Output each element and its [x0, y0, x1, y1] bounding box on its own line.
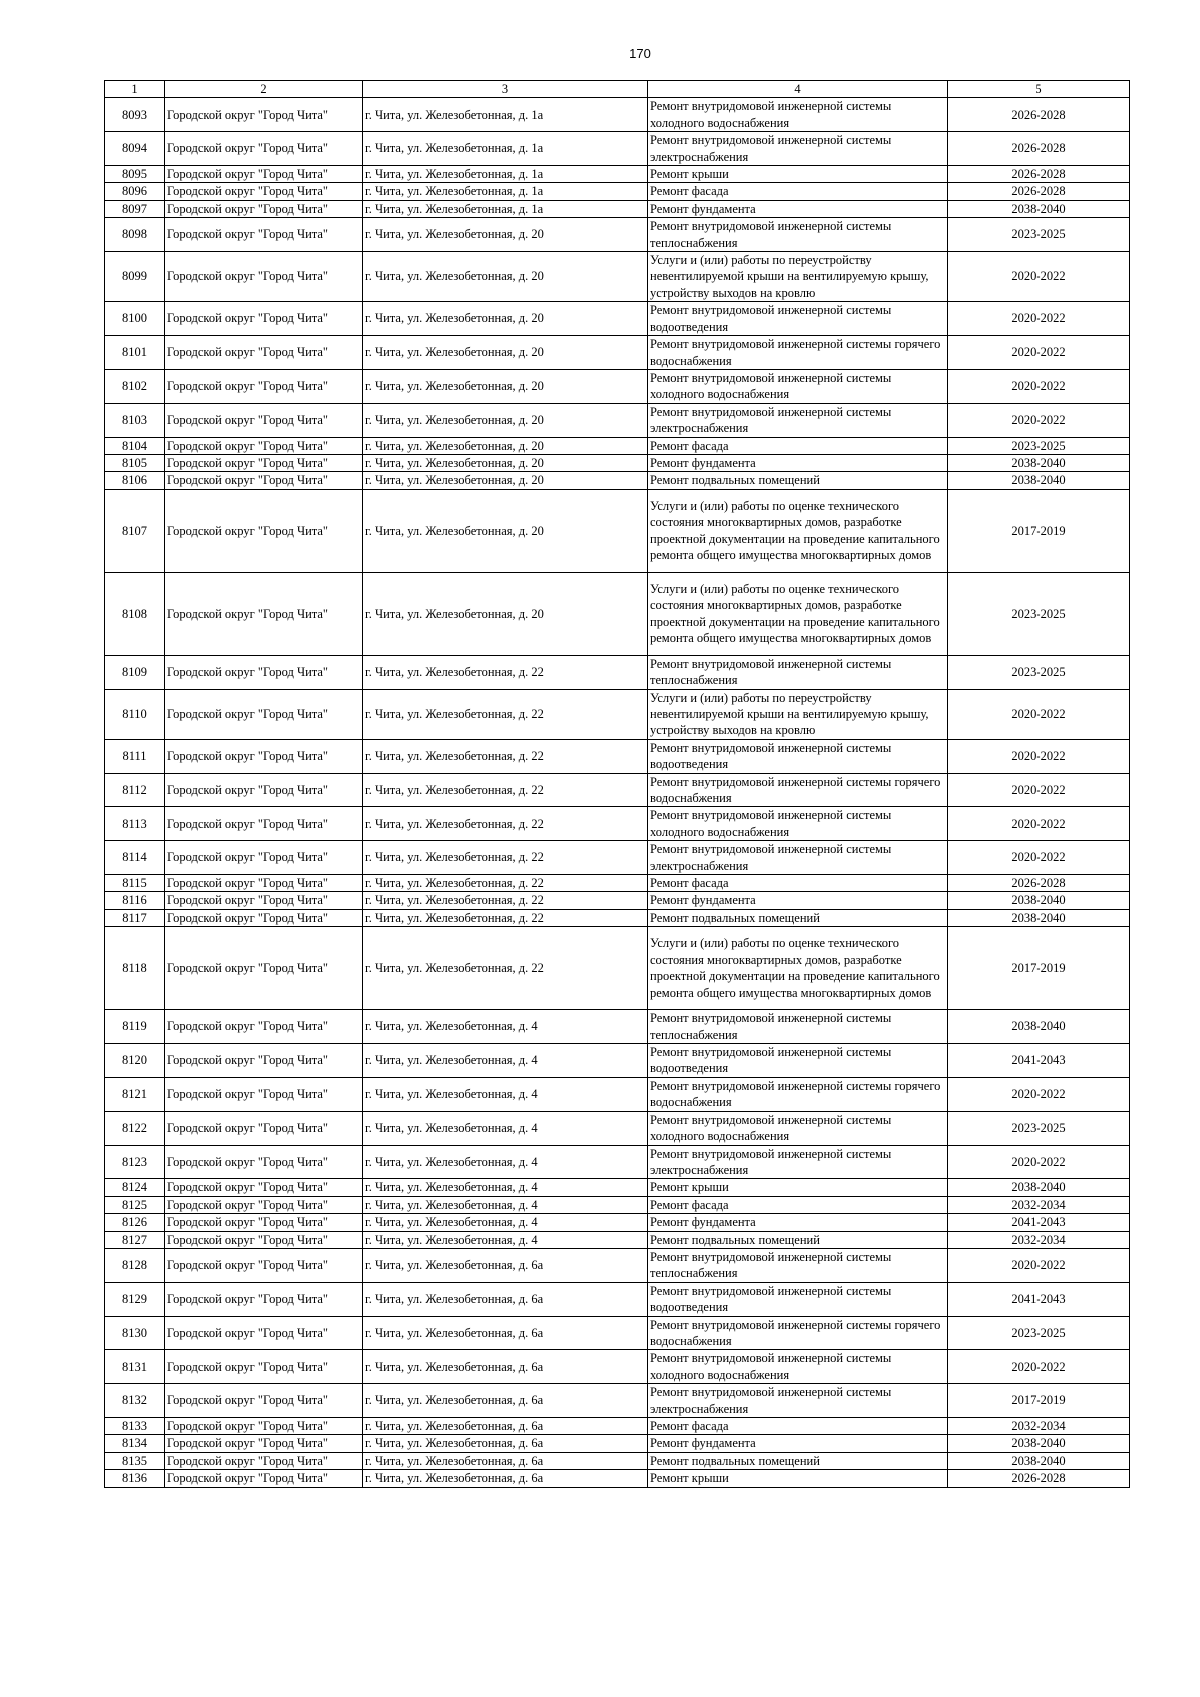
period-cell: 2041-2043: [948, 1044, 1130, 1078]
district-cell: Городской округ "Город Чита": [165, 655, 363, 689]
district-cell: Городской округ "Город Чита": [165, 183, 363, 200]
work-type-cell: Ремонт фасада: [648, 1418, 948, 1435]
district-cell: Городской округ "Город Чита": [165, 892, 363, 909]
period-cell: 2023-2025: [948, 1111, 1130, 1145]
period-cell: 2041-2043: [948, 1214, 1130, 1231]
work-type-cell: Ремонт фасада: [648, 437, 948, 454]
work-type-cell: Ремонт внутридомовой инженерной системы водоотведения: [648, 739, 948, 773]
table-row: [105, 1418, 1130, 1435]
table-row: [105, 841, 1130, 875]
work-type-cell: Ремонт подвальных помещений: [648, 472, 948, 489]
address-cell: г. Чита, ул. Железобетонная, д. 1а: [363, 132, 648, 166]
district-cell: Городской округ "Город Чита": [165, 1282, 363, 1316]
work-type-cell: Ремонт фасада: [648, 1196, 948, 1213]
work-type-cell: Ремонт крыши: [648, 1470, 948, 1487]
district-cell: Городской округ "Город Чита": [165, 1418, 363, 1435]
row-number-cell: 8105: [105, 454, 165, 471]
table-row: [105, 1452, 1130, 1469]
table-row: [105, 807, 1130, 841]
address-cell: г. Чита, ул. Железобетонная, д. 22: [363, 807, 648, 841]
work-type-cell: Ремонт внутридомовой инженерной системы водоотведения: [648, 1282, 948, 1316]
row-number-cell: 8100: [105, 302, 165, 336]
work-type-cell: Ремонт внутридомовой инженерной системы теплоснабжения: [648, 1010, 948, 1044]
district-cell: Городской округ "Город Чита": [165, 1452, 363, 1469]
row-number-cell: 8116: [105, 892, 165, 909]
address-cell: г. Чита, ул. Железобетонная, д. 4: [363, 1077, 648, 1111]
table-row: [105, 1179, 1130, 1196]
column-header-2: 2: [165, 81, 363, 98]
period-cell: 2020-2022: [948, 403, 1130, 437]
period-cell: 2020-2022: [948, 739, 1130, 773]
row-number-cell: 8095: [105, 166, 165, 183]
row-number-cell: 8108: [105, 572, 165, 655]
district-cell: Городской округ "Город Чита": [165, 200, 363, 217]
row-number-cell: 8112: [105, 773, 165, 807]
period-cell: 2023-2025: [948, 655, 1130, 689]
district-cell: Городской округ "Город Чита": [165, 369, 363, 403]
address-cell: г. Чита, ул. Железобетонная, д. 22: [363, 909, 648, 926]
table-row: [105, 336, 1130, 370]
table-row: [105, 1435, 1130, 1452]
work-type-cell: Ремонт внутридомовой инженерной системы водоотведения: [648, 302, 948, 336]
district-cell: Городской округ "Город Чита": [165, 927, 363, 1010]
address-cell: г. Чита, ул. Железобетонная, д. 6а: [363, 1452, 648, 1469]
district-cell: Городской округ "Город Чита": [165, 909, 363, 926]
period-cell: 2020-2022: [948, 302, 1130, 336]
work-type-cell: Услуги и (или) работы по оценке технического состояния многоквартирных домов, разработке проектной документации на проведение капитального ремонта общего имущества многоквартирных домов: [648, 927, 948, 1010]
period-cell: 2020-2022: [948, 1145, 1130, 1179]
district-cell: Городской округ "Город Чита": [165, 572, 363, 655]
table-row: [105, 218, 1130, 252]
period-cell: 2038-2040: [948, 909, 1130, 926]
row-number-cell: 8132: [105, 1384, 165, 1418]
work-type-cell: Ремонт внутридомовой инженерной системы электроснабжения: [648, 1384, 948, 1418]
row-number-cell: 8135: [105, 1452, 165, 1469]
table-row: [105, 200, 1130, 217]
table-row: [105, 1111, 1130, 1145]
table-row: [105, 1044, 1130, 1078]
table-row: [105, 1145, 1130, 1179]
table-row: [105, 166, 1130, 183]
district-cell: Городской округ "Город Чита": [165, 1044, 363, 1078]
district-cell: Городской округ "Город Чита": [165, 454, 363, 471]
row-number-cell: 8130: [105, 1316, 165, 1350]
district-cell: Городской округ "Город Чита": [165, 1316, 363, 1350]
work-type-cell: Ремонт внутридомовой инженерной системы холодного водоснабжения: [648, 98, 948, 132]
work-type-cell: Ремонт внутридомовой инженерной системы холодного водоснабжения: [648, 369, 948, 403]
period-cell: 2032-2034: [948, 1231, 1130, 1248]
row-number-cell: 8129: [105, 1282, 165, 1316]
address-cell: г. Чита, ул. Железобетонная, д. 6а: [363, 1350, 648, 1384]
work-type-cell: Ремонт фундамента: [648, 454, 948, 471]
district-cell: Городской округ "Город Чита": [165, 875, 363, 892]
work-type-cell: Ремонт фундамента: [648, 1214, 948, 1231]
table-row: [105, 909, 1130, 926]
work-type-cell: Услуги и (или) работы по переустройству невентилируемой крыши на вентилируемую крышу, устройству выходов на кровлю: [648, 689, 948, 739]
work-type-cell: Ремонт фасада: [648, 183, 948, 200]
row-number-cell: 8134: [105, 1435, 165, 1452]
row-number-cell: 8133: [105, 1418, 165, 1435]
district-cell: Городской округ "Город Чита": [165, 1077, 363, 1111]
row-number-cell: 8128: [105, 1248, 165, 1282]
table-row: [105, 1231, 1130, 1248]
district-cell: Городской округ "Город Чита": [165, 1196, 363, 1213]
address-cell: г. Чита, ул. Железобетонная, д. 4: [363, 1231, 648, 1248]
table-row: [105, 892, 1130, 909]
table-row: [105, 472, 1130, 489]
address-cell: г. Чита, ул. Железобетонная, д. 20: [363, 336, 648, 370]
district-cell: Городской округ "Город Чита": [165, 1435, 363, 1452]
row-number-cell: 8102: [105, 369, 165, 403]
address-cell: г. Чита, ул. Железобетонная, д. 22: [363, 927, 648, 1010]
period-cell: 2023-2025: [948, 437, 1130, 454]
column-header-5: 5: [948, 81, 1130, 98]
period-cell: 2020-2022: [948, 807, 1130, 841]
table-row: [105, 252, 1130, 302]
address-cell: г. Чита, ул. Железобетонная, д. 4: [363, 1179, 648, 1196]
row-number-cell: 8107: [105, 489, 165, 572]
address-cell: г. Чита, ул. Железобетонная, д. 1а: [363, 200, 648, 217]
period-cell: 2017-2019: [948, 1384, 1130, 1418]
period-cell: 2038-2040: [948, 1179, 1130, 1196]
table-row: [105, 927, 1130, 1010]
address-cell: г. Чита, ул. Железобетонная, д. 1а: [363, 166, 648, 183]
period-cell: 2026-2028: [948, 875, 1130, 892]
table-row: [105, 1384, 1130, 1418]
work-type-cell: Ремонт фундамента: [648, 1435, 948, 1452]
row-number-cell: 8098: [105, 218, 165, 252]
row-number-cell: 8103: [105, 403, 165, 437]
row-number-cell: 8136: [105, 1470, 165, 1487]
work-type-cell: Услуги и (или) работы по переустройству невентилируемой крыши на вентилируемую крышу, устройству выходов на кровлю: [648, 252, 948, 302]
table-row: [105, 454, 1130, 471]
period-cell: 2017-2019: [948, 927, 1130, 1010]
row-number-cell: 8099: [105, 252, 165, 302]
period-cell: 2026-2028: [948, 183, 1130, 200]
work-type-cell: Ремонт внутридомовой инженерной системы горячего водоснабжения: [648, 1316, 948, 1350]
period-cell: 2020-2022: [948, 1248, 1130, 1282]
address-cell: г. Чита, ул. Железобетонная, д. 6а: [363, 1470, 648, 1487]
table-row: [105, 1350, 1130, 1384]
work-type-cell: Ремонт фундамента: [648, 892, 948, 909]
district-cell: Городской округ "Город Чита": [165, 336, 363, 370]
work-type-cell: Ремонт внутридомовой инженерной системы горячего водоснабжения: [648, 336, 948, 370]
row-number-cell: 8117: [105, 909, 165, 926]
work-type-cell: Ремонт внутридомовой инженерной системы электроснабжения: [648, 403, 948, 437]
address-cell: г. Чита, ул. Железобетонная, д. 20: [363, 403, 648, 437]
address-cell: г. Чита, ул. Железобетонная, д. 4: [363, 1145, 648, 1179]
address-cell: г. Чита, ул. Железобетонная, д. 6а: [363, 1384, 648, 1418]
table-row: [105, 437, 1130, 454]
work-type-cell: Ремонт подвальных помещений: [648, 909, 948, 926]
column-header-4: 4: [648, 81, 948, 98]
address-cell: г. Чита, ул. Железобетонная, д. 1а: [363, 183, 648, 200]
address-cell: г. Чита, ул. Железобетонная, д. 20: [363, 489, 648, 572]
address-cell: г. Чита, ул. Железобетонная, д. 22: [363, 892, 648, 909]
table-row: [105, 1316, 1130, 1350]
address-cell: г. Чита, ул. Железобетонная, д. 22: [363, 841, 648, 875]
period-cell: 2023-2025: [948, 1316, 1130, 1350]
district-cell: Городской округ "Город Чита": [165, 1470, 363, 1487]
work-type-cell: Ремонт фундамента: [648, 200, 948, 217]
work-type-cell: Ремонт внутридомовой инженерной системы электроснабжения: [648, 841, 948, 875]
work-type-cell: Ремонт внутридомовой инженерной системы теплоснабжения: [648, 1248, 948, 1282]
address-cell: г. Чита, ул. Железобетонная, д. 4: [363, 1044, 648, 1078]
period-cell: 2020-2022: [948, 773, 1130, 807]
work-type-cell: Ремонт внутридомовой инженерной системы холодного водоснабжения: [648, 807, 948, 841]
row-number-cell: 8104: [105, 437, 165, 454]
work-type-cell: Ремонт внутридомовой инженерной системы холодного водоснабжения: [648, 1111, 948, 1145]
district-cell: Городской округ "Город Чита": [165, 689, 363, 739]
period-cell: 2038-2040: [948, 892, 1130, 909]
work-type-cell: Ремонт внутридомовой инженерной системы горячего водоснабжения: [648, 773, 948, 807]
district-cell: Городской округ "Город Чита": [165, 403, 363, 437]
work-type-cell: Ремонт фасада: [648, 875, 948, 892]
page-number: 170: [629, 46, 651, 61]
district-cell: Городской округ "Город Чита": [165, 807, 363, 841]
row-number-cell: 8114: [105, 841, 165, 875]
table-row: [105, 875, 1130, 892]
row-number-cell: 8109: [105, 655, 165, 689]
address-cell: г. Чита, ул. Железобетонная, д. 4: [363, 1010, 648, 1044]
table-row: [105, 739, 1130, 773]
column-header-3: 3: [363, 81, 648, 98]
row-number-cell: 8111: [105, 739, 165, 773]
period-cell: 2032-2034: [948, 1418, 1130, 1435]
table-row: [105, 1077, 1130, 1111]
district-cell: Городской округ "Город Чита": [165, 841, 363, 875]
period-cell: 2038-2040: [948, 1452, 1130, 1469]
period-cell: 2026-2028: [948, 1470, 1130, 1487]
district-cell: Городской округ "Город Чита": [165, 1179, 363, 1196]
row-number-cell: 8110: [105, 689, 165, 739]
row-number-cell: 8119: [105, 1010, 165, 1044]
period-cell: 2020-2022: [948, 336, 1130, 370]
district-cell: Городской округ "Город Чита": [165, 739, 363, 773]
table-row: [105, 572, 1130, 655]
period-cell: 2020-2022: [948, 1350, 1130, 1384]
row-number-cell: 8094: [105, 132, 165, 166]
district-cell: Городской округ "Город Чита": [165, 1010, 363, 1044]
address-cell: г. Чита, ул. Железобетонная, д. 20: [363, 218, 648, 252]
period-cell: 2026-2028: [948, 166, 1130, 183]
address-cell: г. Чита, ул. Железобетонная, д. 22: [363, 875, 648, 892]
district-cell: Городской округ "Город Чита": [165, 1350, 363, 1384]
district-cell: Городской округ "Город Чита": [165, 132, 363, 166]
table-row: [105, 1248, 1130, 1282]
work-type-cell: Ремонт внутридомовой инженерной системы теплоснабжения: [648, 218, 948, 252]
row-number-cell: 8093: [105, 98, 165, 132]
address-cell: г. Чита, ул. Железобетонная, д. 22: [363, 773, 648, 807]
work-type-cell: Ремонт внутридомовой инженерной системы электроснабжения: [648, 1145, 948, 1179]
work-type-cell: Ремонт подвальных помещений: [648, 1452, 948, 1469]
row-number-cell: 8113: [105, 807, 165, 841]
district-cell: Городской округ "Город Чита": [165, 1248, 363, 1282]
address-cell: г. Чита, ул. Железобетонная, д. 4: [363, 1214, 648, 1231]
district-cell: Городской округ "Город Чита": [165, 1384, 363, 1418]
address-cell: г. Чита, ул. Железобетонная, д. 1а: [363, 98, 648, 132]
table-row: [105, 773, 1130, 807]
district-cell: Городской округ "Город Чита": [165, 302, 363, 336]
period-cell: 2038-2040: [948, 1435, 1130, 1452]
period-cell: 2020-2022: [948, 689, 1130, 739]
repair-schedule-table: [104, 80, 1130, 1488]
address-cell: г. Чита, ул. Железобетонная, д. 6а: [363, 1316, 648, 1350]
work-type-cell: Ремонт внутридомовой инженерной системы горячего водоснабжения: [648, 1077, 948, 1111]
row-number-cell: 8115: [105, 875, 165, 892]
period-cell: 2026-2028: [948, 132, 1130, 166]
row-number-cell: 8131: [105, 1350, 165, 1384]
table-row: [105, 302, 1130, 336]
address-cell: г. Чита, ул. Железобетонная, д. 4: [363, 1196, 648, 1213]
address-cell: г. Чита, ул. Железобетонная, д. 20: [363, 302, 648, 336]
period-cell: 2041-2043: [948, 1282, 1130, 1316]
period-cell: 2017-2019: [948, 489, 1130, 572]
row-number-cell: 8124: [105, 1179, 165, 1196]
period-cell: 2020-2022: [948, 841, 1130, 875]
district-cell: Городской округ "Город Чита": [165, 98, 363, 132]
address-cell: г. Чита, ул. Железобетонная, д. 20: [363, 472, 648, 489]
work-type-cell: Ремонт крыши: [648, 1179, 948, 1196]
row-number-cell: 8126: [105, 1214, 165, 1231]
address-cell: г. Чита, ул. Железобетонная, д. 6а: [363, 1282, 648, 1316]
district-cell: Городской округ "Город Чита": [165, 1145, 363, 1179]
row-number-cell: 8127: [105, 1231, 165, 1248]
district-cell: Городской округ "Город Чита": [165, 218, 363, 252]
period-cell: 2038-2040: [948, 1010, 1130, 1044]
district-cell: Городской округ "Город Чита": [165, 1231, 363, 1248]
period-cell: 2038-2040: [948, 472, 1130, 489]
address-cell: г. Чита, ул. Железобетонная, д. 22: [363, 689, 648, 739]
address-cell: г. Чита, ул. Железобетонная, д. 20: [363, 454, 648, 471]
table-row: [105, 489, 1130, 572]
district-cell: Городской округ "Город Чита": [165, 773, 363, 807]
row-number-cell: 8122: [105, 1111, 165, 1145]
header-row: [105, 81, 1130, 98]
row-number-cell: 8096: [105, 183, 165, 200]
row-number-cell: 8097: [105, 200, 165, 217]
work-type-cell: Ремонт внутридомовой инженерной системы водоотведения: [648, 1044, 948, 1078]
district-cell: Городской округ "Город Чита": [165, 166, 363, 183]
table-row: [105, 1010, 1130, 1044]
period-cell: 2038-2040: [948, 200, 1130, 217]
period-cell: 2020-2022: [948, 1077, 1130, 1111]
work-type-cell: Ремонт внутридомовой инженерной системы холодного водоснабжения: [648, 1350, 948, 1384]
row-number-cell: 8125: [105, 1196, 165, 1213]
table-row: [105, 369, 1130, 403]
address-cell: г. Чита, ул. Железобетонная, д. 22: [363, 655, 648, 689]
table-row: [105, 1282, 1130, 1316]
address-cell: г. Чита, ул. Железобетонная, д. 6а: [363, 1435, 648, 1452]
address-cell: г. Чита, ул. Железобетонная, д. 6а: [363, 1418, 648, 1435]
district-cell: Городской округ "Город Чита": [165, 437, 363, 454]
period-cell: 2023-2025: [948, 218, 1130, 252]
work-type-cell: Услуги и (или) работы по оценке технического состояния многоквартирных домов, разработке проектной документации на проведение капитального ремонта общего имущества многоквартирных домов: [648, 489, 948, 572]
address-cell: г. Чита, ул. Железобетонная, д. 20: [363, 437, 648, 454]
work-type-cell: Ремонт крыши: [648, 166, 948, 183]
work-type-cell: Ремонт внутридомовой инженерной системы электроснабжения: [648, 132, 948, 166]
address-cell: г. Чита, ул. Железобетонная, д. 4: [363, 1111, 648, 1145]
period-cell: 2032-2034: [948, 1196, 1130, 1213]
address-cell: г. Чита, ул. Железобетонная, д. 20: [363, 572, 648, 655]
row-number-cell: 8120: [105, 1044, 165, 1078]
district-cell: Городской округ "Город Чита": [165, 252, 363, 302]
table-row: [105, 689, 1130, 739]
table-row: [105, 655, 1130, 689]
period-cell: 2023-2025: [948, 572, 1130, 655]
table-row: [105, 1470, 1130, 1487]
row-number-cell: 8118: [105, 927, 165, 1010]
work-type-cell: Услуги и (или) работы по оценке технического состояния многоквартирных домов, разработке проектной документации на проведение капитального ремонта общего имущества многоквартирных домов: [648, 572, 948, 655]
work-type-cell: Ремонт подвальных помещений: [648, 1231, 948, 1248]
table-row: [105, 183, 1130, 200]
table-row: [105, 1196, 1130, 1213]
district-cell: Городской округ "Город Чита": [165, 489, 363, 572]
table-body: [105, 98, 1130, 1487]
row-number-cell: 8106: [105, 472, 165, 489]
work-type-cell: Ремонт внутридомовой инженерной системы теплоснабжения: [648, 655, 948, 689]
row-number-cell: 8121: [105, 1077, 165, 1111]
row-number-cell: 8101: [105, 336, 165, 370]
period-cell: 2020-2022: [948, 369, 1130, 403]
address-cell: г. Чита, ул. Железобетонная, д. 22: [363, 739, 648, 773]
table-row: [105, 132, 1130, 166]
period-cell: 2038-2040: [948, 454, 1130, 471]
district-cell: Городской округ "Город Чита": [165, 1214, 363, 1231]
table-row: [105, 1214, 1130, 1231]
period-cell: 2020-2022: [948, 252, 1130, 302]
table-row: [105, 403, 1130, 437]
address-cell: г. Чита, ул. Железобетонная, д. 6а: [363, 1248, 648, 1282]
district-cell: Городской округ "Город Чита": [165, 1111, 363, 1145]
address-cell: г. Чита, ул. Железобетонная, д. 20: [363, 369, 648, 403]
district-cell: Городской округ "Город Чита": [165, 472, 363, 489]
column-header-1: 1: [105, 81, 165, 98]
address-cell: г. Чита, ул. Железобетонная, д. 20: [363, 252, 648, 302]
period-cell: 2026-2028: [948, 98, 1130, 132]
row-number-cell: 8123: [105, 1145, 165, 1179]
table-row: [105, 98, 1130, 132]
